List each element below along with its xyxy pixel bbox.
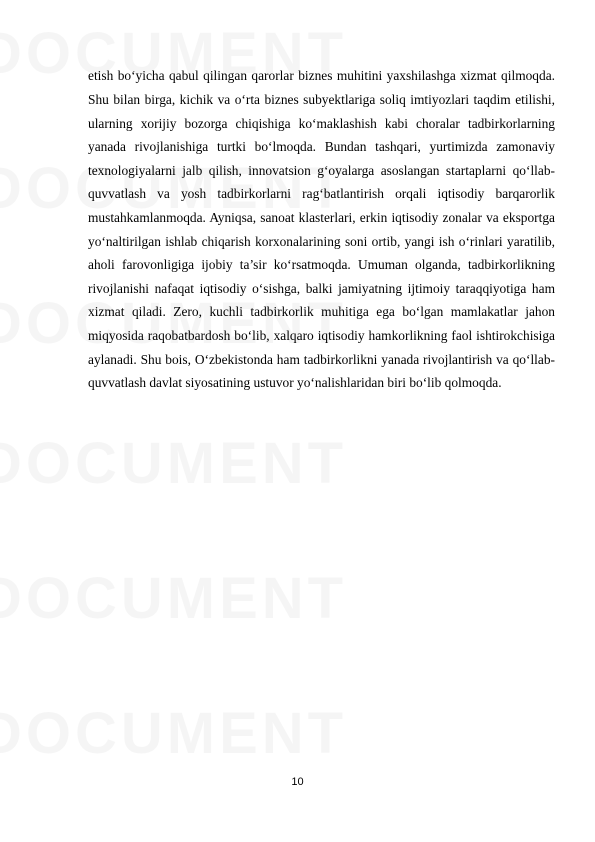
body-paragraph: etish bo‘yicha qabul qilingan qarorlar biznes muhitini yaxshilashga xizmat qilmoqda. Shu bilan birga, kichik va o‘rta biznes subyektlariga soliq imtiyozlari taqdim etilishi, ularning xorijiy bozorga chiqishiga ko‘maklashish kabi choralar tadbirkorlarning yanada rivojlanishiga turtki bo‘lmoqda. Bundan tashqari, yurtimizda zamonaviy texnologiyalarni jalb qilish, innovatsion g‘oyalarga asoslangan startaplarni qo‘llab-quvvatlash va yosh tadbirkorlarni rag‘batlantirish orqali iqtisodiy barqarorlik mustahkamlanmoqda. Ayniqsa, sanoat klasterlari, erkin iqtisodiy zonalar va eksportga yo‘naltirilgan ishlab chiqarish korxonalarining soni ortib, yangi ish o‘rinlari yaratilib, aholi farovonligiga ijobiy ta’sir ko‘rsatmoqda. Umuman olganda, tadbirkorlikning rivojlanishi nafaqat iqtisodiy o‘sishga, balki jamiyatning ijtimoiy taraqqiyotiga ham xizmat qiladi. Zero, kuchli tadbirkorlik muhitiga ega bo‘lgan mamlakatlar jahon miqyosida raqobatbardosh bo‘lib, xalqaro iqtisodiy hamkorlikning faol ishtirokchisiga aylanadi. Shu bois, O‘zbekistonda ham tadbirkorlikni yanada rivojlantirish va qo‘llab-quvvatlash davlat siyosatining ustuvor yo‘nalishlaridan biri bo‘lib qolmoqda. <box>88 68 555 391</box>
page-number: 10 <box>291 776 304 788</box>
watermark-row <box>0 565 595 632</box>
watermark-row <box>0 430 595 497</box>
watermark-row <box>0 700 595 767</box>
